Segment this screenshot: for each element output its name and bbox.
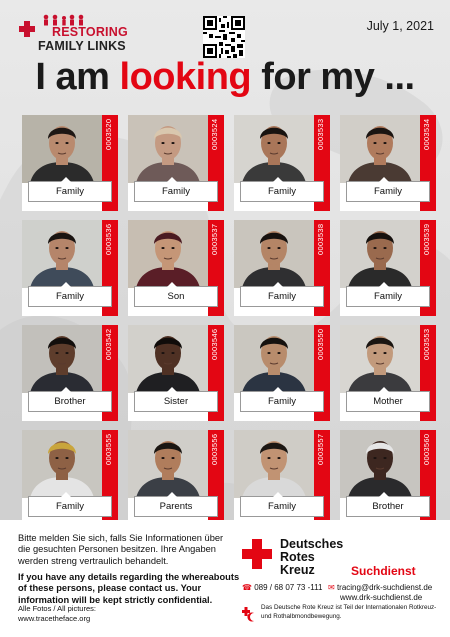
website-link[interactable]: www.drk-suchdienst.de: [340, 593, 423, 602]
case-id-number: 0003550: [316, 329, 325, 361]
speech-bubble-pointer: [61, 177, 71, 182]
relation-label: [346, 496, 430, 517]
person-photo: [234, 115, 314, 183]
speech-bubble-pointer: [61, 387, 71, 392]
speech-bubble-pointer: [167, 177, 177, 182]
person-photo: [128, 430, 208, 498]
movement-affiliation-text: Das Deutsche Rote Kreuz ist Teil der Internationalen Rotkreuz- und Rothalbmondbewegung.: [261, 604, 437, 620]
person-card[interactable]: [340, 115, 436, 211]
org-name-line-3: Kreuz: [280, 563, 315, 577]
relation-label: [346, 181, 430, 202]
speech-bubble-pointer: [379, 387, 389, 392]
person-photo: [128, 220, 208, 288]
person-photo: [22, 430, 102, 498]
relation-text: Family: [268, 186, 296, 197]
person-card[interactable]: [22, 220, 118, 316]
relation-text: Parents: [159, 501, 193, 512]
case-id-number: 0003546: [210, 329, 219, 361]
relation-text: Family: [56, 501, 84, 512]
person-photo: [340, 325, 420, 393]
relation-label: [28, 181, 112, 202]
person-photo: [340, 430, 420, 498]
person-card[interactable]: [128, 325, 224, 421]
person-photo: [128, 325, 208, 393]
person-card[interactable]: [22, 430, 118, 526]
relation-text: Family: [374, 291, 402, 302]
relation-text: Family: [56, 186, 84, 197]
relation-text: Brother: [372, 501, 404, 512]
speech-bubble-pointer: [61, 282, 71, 287]
person-photo: [234, 325, 314, 393]
red-cross-icon: [242, 539, 272, 569]
relation-text: Family: [268, 396, 296, 407]
relation-text: Son: [167, 291, 185, 302]
restoring-family-links-logo: [14, 14, 134, 58]
drk-organisation-name: [280, 538, 343, 577]
relation-text: Family: [268, 291, 296, 302]
case-id-number: 0003553: [422, 329, 431, 361]
person-photo: [22, 220, 102, 288]
case-id-number: 0003537: [210, 224, 219, 256]
relation-label: [240, 391, 324, 412]
logo-cross-icon: [18, 20, 36, 38]
person-card[interactable]: [128, 430, 224, 526]
relation-label: [134, 286, 218, 307]
english-contact-text: If you have any details regarding the whereabouts of these persons, please contact us. Your information will be kept strictly confidential.: [18, 572, 240, 605]
headline-part-2: for my ...: [251, 56, 415, 98]
relation-label: [346, 286, 430, 307]
person-card[interactable]: [128, 220, 224, 316]
relation-text: Brother: [54, 396, 86, 407]
person-photo: [22, 325, 102, 393]
poster-footer: [0, 520, 450, 637]
speech-bubble-pointer: [273, 387, 283, 392]
red-cross-crescent-icon: [242, 607, 257, 622]
person-card[interactable]: [234, 220, 330, 316]
person-card[interactable]: [340, 220, 436, 316]
photo-credit-link[interactable]: www.tracetheface.org: [18, 613, 91, 623]
person-card[interactable]: [340, 430, 436, 526]
person-card[interactable]: [128, 115, 224, 211]
case-id-number: 0003555: [104, 434, 113, 466]
case-id-number: 0003533: [316, 119, 325, 151]
email-contact[interactable]: [328, 583, 432, 592]
case-id-number: 0003556: [210, 434, 219, 466]
relation-label: [134, 181, 218, 202]
relation-label: [28, 391, 112, 412]
person-card[interactable]: [234, 430, 330, 526]
logo-text-restoring: RESTORING: [52, 25, 128, 39]
relation-text: Family: [268, 501, 296, 512]
case-id-number: 0003560: [422, 434, 431, 466]
phone-contact[interactable]: [242, 583, 322, 592]
person-card[interactable]: [22, 115, 118, 211]
relation-label: [240, 286, 324, 307]
speech-bubble-pointer: [273, 282, 283, 287]
org-name-line-1: Deutsches: [280, 537, 344, 551]
speech-bubble-pointer: [167, 492, 177, 497]
qr-code-icon[interactable]: [203, 16, 245, 58]
mail-icon: ✉: [328, 583, 335, 592]
case-id-number: 0003534: [422, 119, 431, 151]
headline-part-1: I am: [35, 56, 120, 98]
case-id-number: 0003520: [104, 119, 113, 151]
relation-text: Sister: [163, 396, 189, 407]
speech-bubble-pointer: [379, 177, 389, 182]
case-id-number: 0003542: [104, 329, 113, 361]
phone-icon: ☎: [242, 583, 252, 592]
photo-credit: [18, 604, 96, 623]
speech-bubble-pointer: [273, 177, 283, 182]
person-photo: [128, 115, 208, 183]
speech-bubble-pointer: [167, 387, 177, 392]
relation-label: [134, 496, 218, 517]
case-id-number: 0003538: [316, 224, 325, 256]
person-card[interactable]: [234, 115, 330, 211]
person-photo: [340, 115, 420, 183]
speech-bubble-pointer: [273, 492, 283, 497]
case-id-number: 0003539: [422, 224, 431, 256]
publication-date: July 1, 2021: [366, 19, 434, 33]
logo-text-family-links: FAMILY LINKS: [38, 39, 126, 53]
person-photo: [234, 430, 314, 498]
org-name-line-2: Rotes: [280, 550, 315, 564]
phone-number: 089 / 68 07 73 -111: [254, 583, 323, 592]
relation-label: [240, 496, 324, 517]
person-card[interactable]: [22, 325, 118, 421]
person-photo: [340, 220, 420, 288]
case-id-number: 0003557: [316, 434, 325, 466]
relation-text: Family: [162, 186, 190, 197]
photo-credit-label: Alle Fotos / All pictures:: [18, 604, 96, 613]
service-name: Suchdienst: [351, 564, 416, 578]
person-photo: [22, 115, 102, 183]
case-id-number: 0003524: [210, 119, 219, 151]
person-photo: [234, 220, 314, 288]
relation-text: Mother: [373, 396, 403, 407]
relation-text: Family: [56, 291, 84, 302]
speech-bubble-pointer: [61, 492, 71, 497]
speech-bubble-pointer: [379, 282, 389, 287]
headline-highlight: looking: [119, 56, 252, 98]
speech-bubble-pointer: [167, 282, 177, 287]
german-contact-text: Bitte melden Sie sich, falls Sie Informationen über die gesuchten Personen besitzen. Ihre Angaben werden streng vertraulich behandelt.: [18, 533, 224, 566]
speech-bubble-pointer: [379, 492, 389, 497]
person-card[interactable]: [340, 325, 436, 421]
poster-headline: [0, 58, 450, 96]
relation-label: [28, 496, 112, 517]
email-address: tracing@drk-suchdienst.de: [336, 583, 433, 592]
relation-label: [134, 391, 218, 412]
relation-label: [346, 391, 430, 412]
person-card[interactable]: [234, 325, 330, 421]
relation-text: Family: [374, 186, 402, 197]
case-id-number: 0003536: [104, 224, 113, 256]
relation-label: [240, 181, 324, 202]
relation-label: [28, 286, 112, 307]
